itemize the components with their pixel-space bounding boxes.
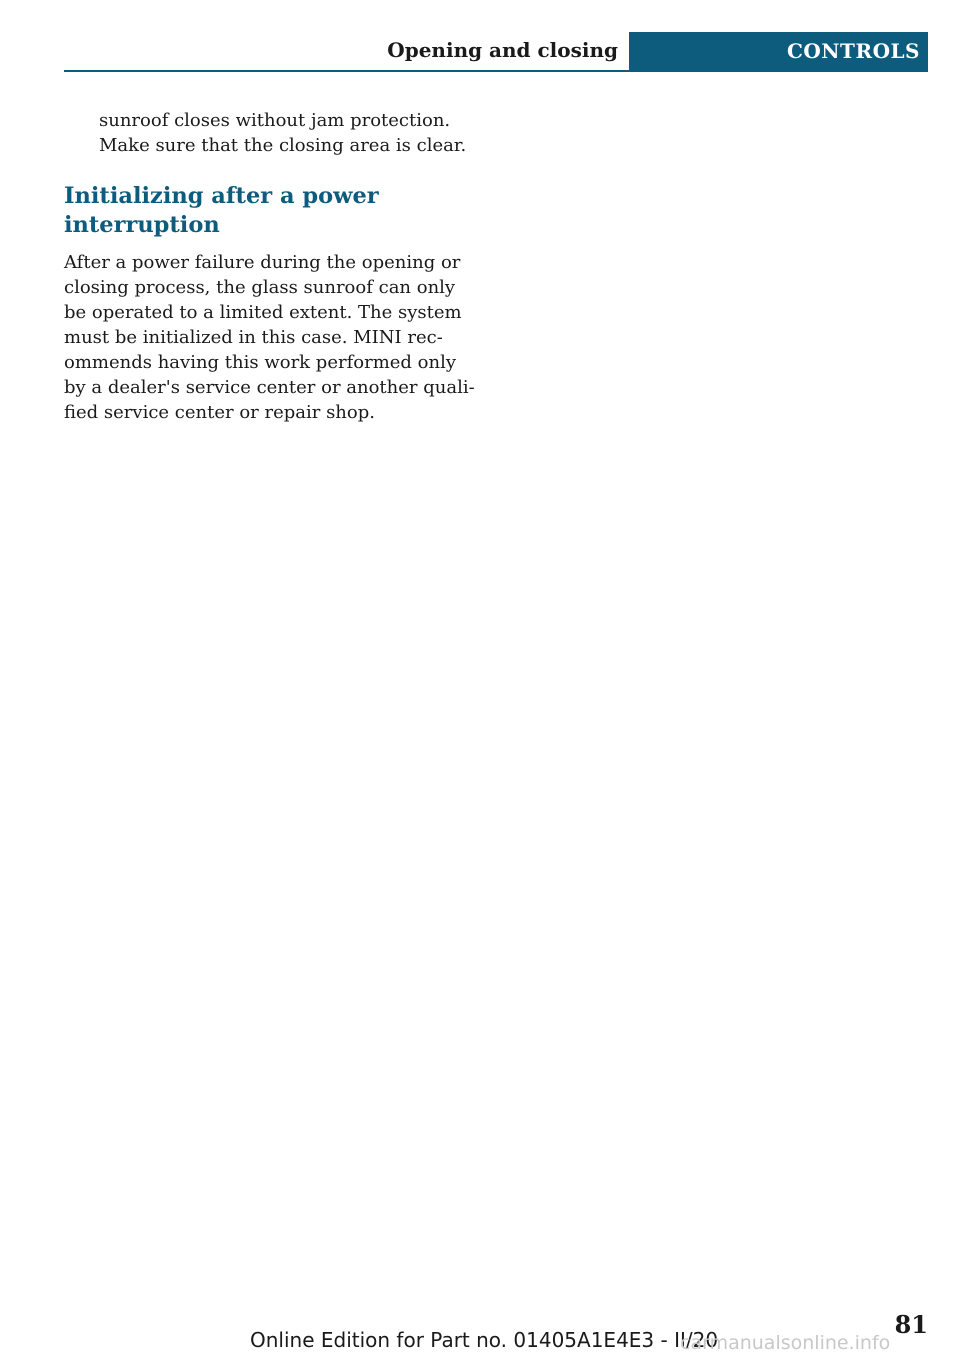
body-line: must be initialized in this case. MINI rec‐ (64, 327, 443, 348)
body-line: ommends having this work performed only (64, 352, 457, 373)
continuation-line: sunroof closes without jam protection. (99, 110, 451, 131)
body-line: by a dealer's service center or another quali‐ (64, 377, 475, 398)
body-line: fied service center or repair shop. (64, 402, 375, 423)
page-content (64, 108, 484, 425)
heading-line: interruption (64, 212, 220, 238)
body-line: closing process, the glass sunroof can only (64, 277, 456, 298)
page-header (64, 32, 928, 72)
header-rule (64, 70, 928, 72)
section-heading (64, 182, 484, 240)
continuation-line: Make sure that the closing area is clear. (99, 135, 467, 156)
body-paragraph (64, 250, 484, 425)
heading-line: Initializing after a power (64, 183, 379, 209)
page-footer (64, 1310, 928, 1358)
body-line: be operated to a limited extent. The system (64, 302, 462, 323)
watermark: carmanualsonline.info (680, 1332, 891, 1354)
page-number: 81 (894, 1310, 928, 1339)
header-chapter-tab: CONTROLS (629, 32, 928, 70)
edition-note: Online Edition for Part no. 01405A1E4E3 - II/20 (250, 1328, 719, 1352)
body-line: After a power failure during the opening or (64, 252, 461, 273)
warning-continuation (99, 108, 484, 158)
header-section-title: Opening and closing (387, 38, 618, 62)
